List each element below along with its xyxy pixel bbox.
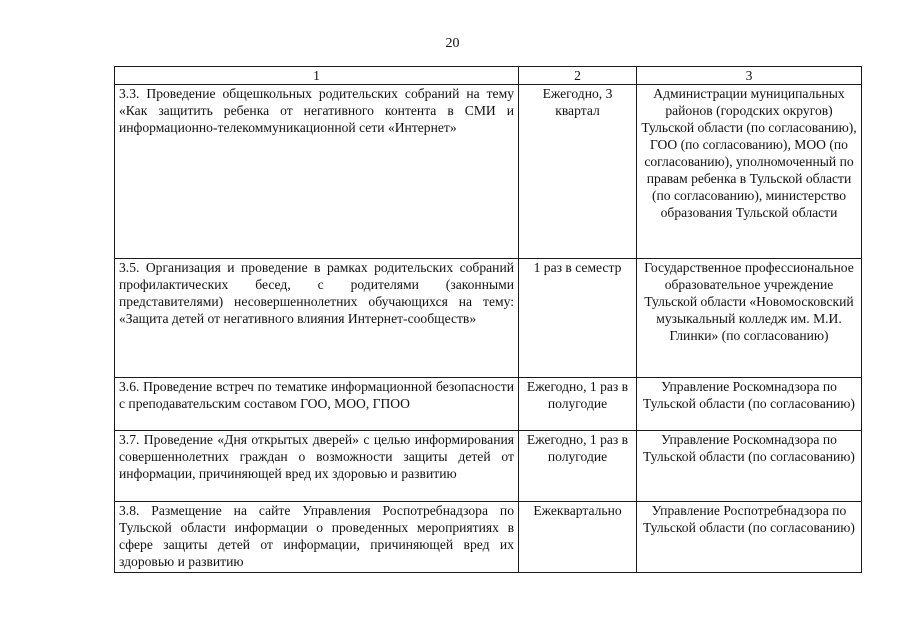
column-number-2: 2 — [519, 67, 637, 85]
period-cell: Ежеквартально — [519, 502, 637, 573]
activities-table — [114, 66, 862, 573]
responsible-cell: Управление Роскомнадзора по Тульской области (по согласованию) — [637, 378, 862, 431]
table-row — [115, 85, 862, 259]
table-row — [115, 431, 862, 502]
event-cell: 3.3. Проведение общешкольных родительских собраний на тему «Как защитить ребенка от негативного контента в СМИ и информационно-телекоммуникационной сети «Интернет» — [115, 85, 519, 259]
column-number-1: 1 — [115, 67, 519, 85]
responsible-cell: Государственное профессиональное образовательное учреждение Тульской области «Новомосковский музыкальный колледж им. М.И. Глинки» (по согласованию) — [637, 259, 862, 378]
period-cell: Ежегодно, 1 раз в полугодие — [519, 378, 637, 431]
page-number: 20 — [445, 36, 460, 51]
event-cell: 3.7. Проведение «Дня открытых дверей» с целью информирования совершеннолетних граждан о возможности защиты детей от информации, причиняющей вред их здоровью и развитию — [115, 431, 519, 502]
responsible-cell: Управление Роскомнадзора по Тульской области (по согласованию) — [637, 431, 862, 502]
period-cell: Ежегодно, 3 квартал — [519, 85, 637, 259]
column-number-3: 3 — [637, 67, 862, 85]
event-cell: 3.6. Проведение встреч по тематике информационной безопасности с преподавательским составом ГОО, МОО, ГПОО — [115, 378, 519, 431]
event-cell: 3.5. Организация и проведение в рамках родительских собраний профилактических бесед, с родителями (законными представителями) несовершеннолетних обучающихся на тему: «Защита детей от негативного влияния Интернет-сообществ» — [115, 259, 519, 378]
table-row — [115, 259, 862, 378]
table-row — [115, 378, 862, 431]
event-cell: 3.8. Размещение на сайте Управления Роспотребнадзора по Тульской области информации о проведенных мероприятиях в сфере защиты детей от информации, причиняющей вред их здоровью и развитию — [115, 502, 519, 573]
table-header-row — [115, 67, 862, 85]
period-cell: Ежегодно, 1 раз в полугодие — [519, 431, 637, 502]
table-row — [115, 502, 862, 573]
period-cell: 1 раз в семестр — [519, 259, 637, 378]
responsible-cell: Администрации муниципальных районов (городских округов) Тульской области (по согласованию), ГОО (по согласованию), МОО (по согласованию), уполномоченный по правам ребенка в Тульской области (по согласованию), министерство образования Тульской области — [637, 85, 862, 259]
responsible-cell: Управление Роспотребнадзора по Тульской области (по согласованию) — [637, 502, 862, 573]
